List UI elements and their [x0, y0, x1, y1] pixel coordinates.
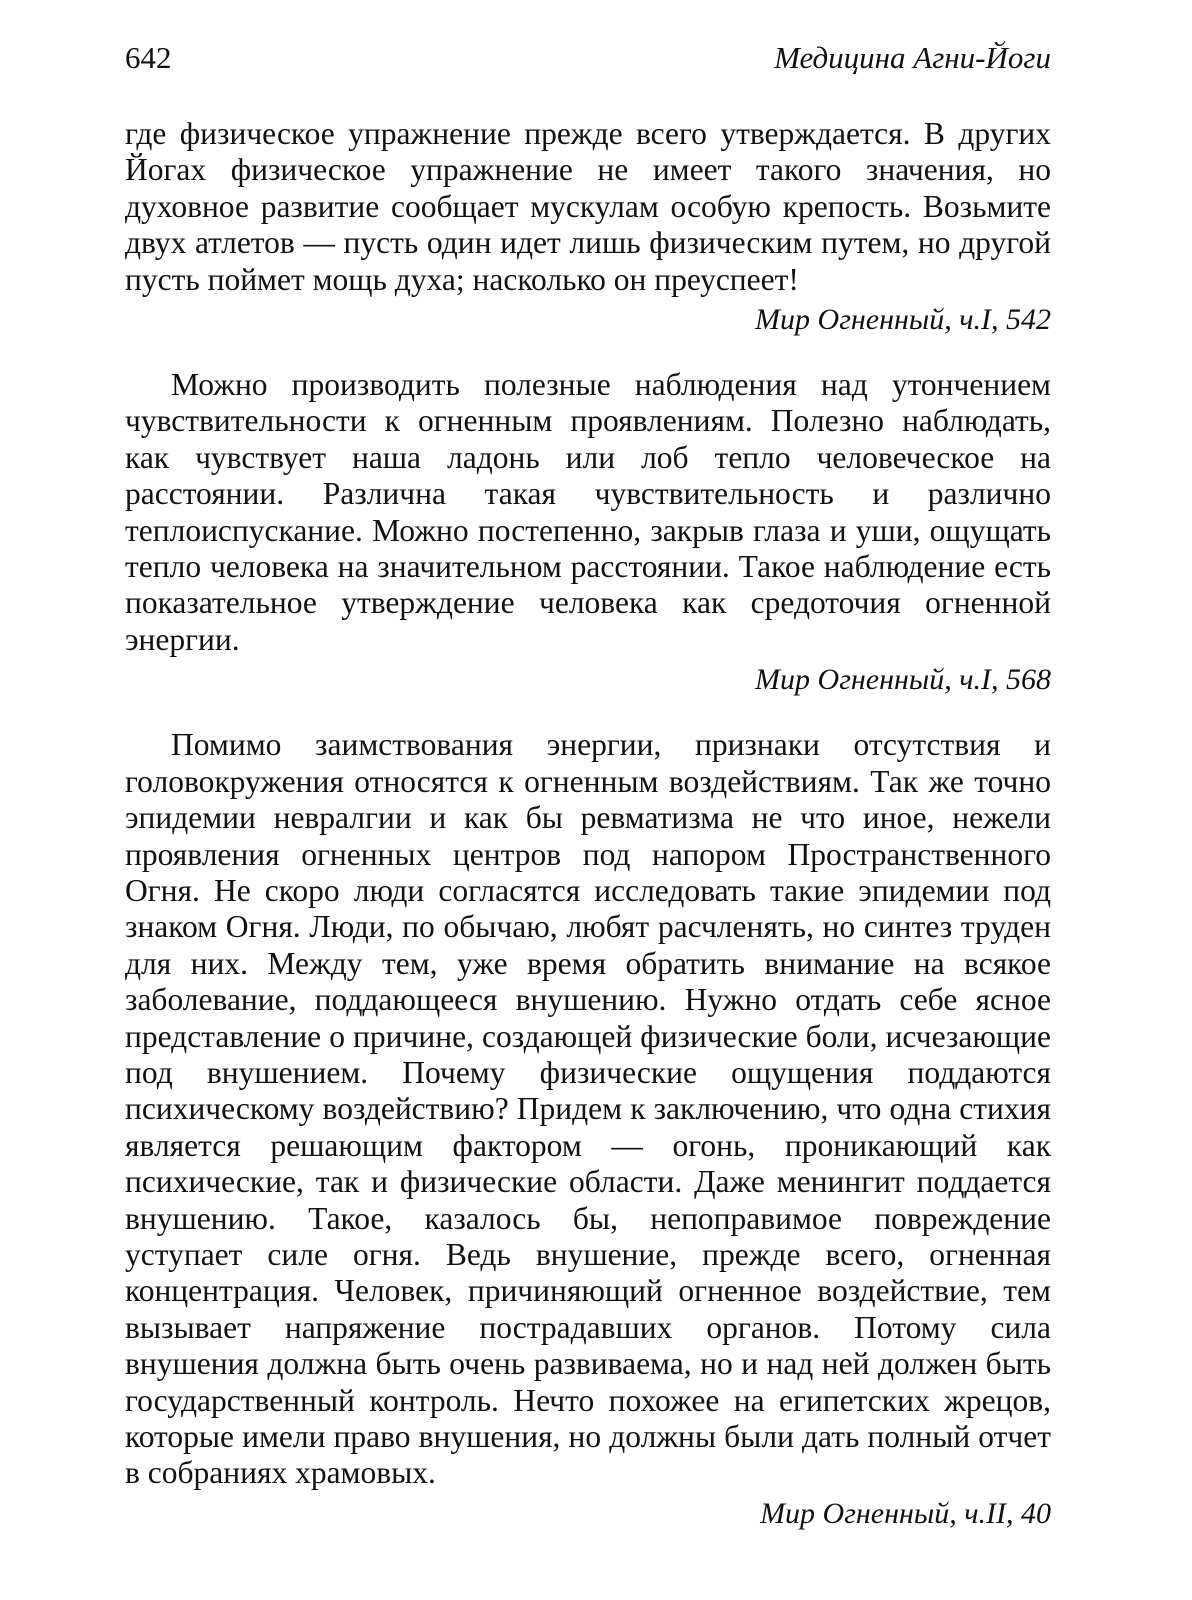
- running-title: Медицина Агни-Йоги: [774, 40, 1051, 75]
- passage-source: Мир Огненный, ч.I, 542: [755, 303, 1051, 337]
- passage-text: Можно производить полезные наблюдения над утончением чувствительности к огненным проявлениям. Полезно наблюдать, как чувствует наша ладонь или лоб тепло человеческое на расстоянии. Различна такая чувствительность и различно теплоиспускание. Можно постепенно, закрыв глаза и уши, ощущать тепло человека на значительном расстоянии. Такое наблюдение есть показательное утверждение человека как средоточия огненной энергии.: [125, 367, 1051, 657]
- passage-text: где физическое упражнение прежде всего утверждается. В других Йогах физическое упражнение не имеет такого значения, но духовное развитие сообщает мускулам особую крепость. Возьмите двух атлетов — пусть один идет лишь физическим путем, но другой пусть поймет мощь духа; насколько он преуспеет!: [125, 116, 1051, 297]
- passage-source: Мир Огненный, ч.I, 568: [755, 663, 1051, 697]
- passage-source: Мир Огненный, ч.II, 40: [760, 1496, 1051, 1530]
- passage-gap: [125, 340, 1051, 367]
- passage-text: Помимо заимствования энергии, признаки отсутствия и головокружения относятся к огненным воздействиям. Так же точно эпидемии невралгии и как бы ревматизма не что иное, нежели проявления огненных центров под напором Пространственного Огня. Не скоро люди согласятся исследовать такие эпидемии под знаком Огня. Люди, по обычаю, любят расчленять, но синтез труден для них. Между тем, уже время обратить внимание на всякое заболевание, поддающееся внушению. Нужно отдать себе ясное представление о причине, создающей физические боли, исчезающие под внушением. Почему физические ощущения поддаются психическому воздействию? Придем к заключению, что одна стихия является решающим фактором — огонь, проникающий как психические, так и физические области. Даже менингит поддается внушению. Такое, казалось бы, непоправимое повреждение уступает силе огня. Ведь внушение, прежде всего, огненная концентрация. Человек, причиняющий огненное воздействие, тем вызывает напряжение пострадавших органов. Потому сила внушения должна быть очень развиваема, но и над ней должен быть государственный контроль. Нечто похожее на египетских жрецов, которые имели право внушения, но должны были дать полный отчет в собраниях храмовых.: [125, 727, 1051, 1491]
- book-page: [125, 40, 1051, 1534]
- page-number: 642: [125, 40, 172, 75]
- page-header: [125, 40, 1051, 90]
- passage-gap: [125, 700, 1051, 727]
